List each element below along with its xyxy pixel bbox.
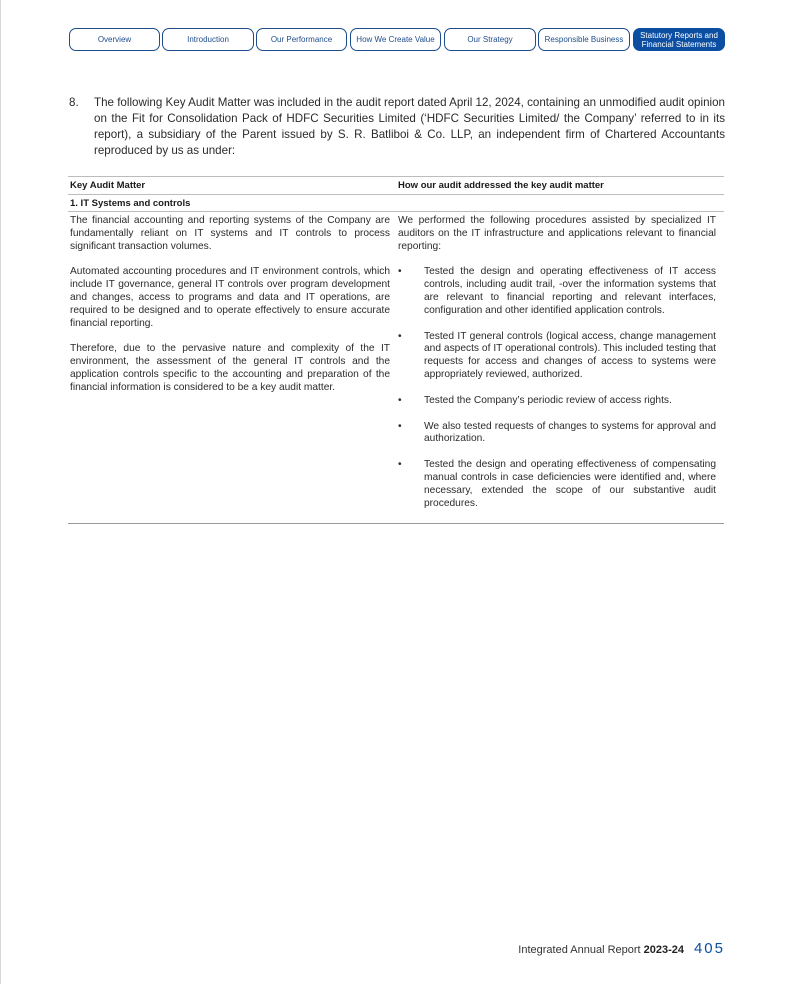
list-item <box>398 395 716 408</box>
page-edge-line <box>0 0 1 984</box>
header-key-audit-matter: Key Audit Matter <box>70 180 146 191</box>
key-audit-matter-table <box>68 176 724 524</box>
tab-our-performance[interactable]: Our Performance <box>256 28 347 51</box>
report-year: 2023-24 <box>643 944 684 956</box>
kam-paragraph: The financial accounting and reporting systems of the Company are fundamentally reliant on IT systems and IT controls to process significant transaction volumes. <box>70 215 390 252</box>
list-item <box>398 331 716 382</box>
tab-our-strategy[interactable]: Our Strategy <box>444 28 536 51</box>
list-item-text: Tested the design and operating effectiveness of IT access controls, including audit trail, -over the information systems that are relevant to financial reporting and relevant interfaces, configuration and other identified application controls. <box>424 266 716 316</box>
bullet-icon: • <box>398 266 402 278</box>
section-nav <box>69 28 725 53</box>
tab-responsible-business[interactable]: Responsible Business <box>538 28 630 51</box>
bullet-icon: • <box>398 459 402 471</box>
list-item <box>398 421 716 447</box>
table-row <box>68 212 724 524</box>
response-intro: We performed the following procedures assisted by specialized IT auditors on the IT infrastructure and applications relevant to financial reporting: <box>398 215 716 252</box>
list-item <box>398 459 716 510</box>
kam-paragraph: Therefore, due to the pervasive nature and complexity of the IT environment, the assessment of the general IT controls and the application controls specific to the accounting and preparation of the financial information is considered to be a key audit matter. <box>70 343 390 393</box>
audit-response-cell <box>398 215 716 523</box>
report-title: Integrated Annual Report <box>518 944 641 956</box>
tab-overview[interactable]: Overview <box>69 28 160 51</box>
bullet-icon: • <box>398 420 402 432</box>
paragraph-number: 8. <box>69 96 79 109</box>
intro-paragraph <box>69 95 725 159</box>
list-item-text: We also tested requests of changes to systems for approval and authorization. <box>424 420 716 445</box>
paragraph-text: The following Key Audit Matter was included in the audit report dated April 12, 2024, containing an unmodified audit opinion on the Fit for Consolidation Pack of HDFC Securities Limited (‘HDFC Securities Limited/ the Company’ referred to in its report), a subsidiary of the Parent issued by S. R. Batliboi & Co. LLP, an independent firm of Chartered Accountants reproduced by us as under: <box>94 96 725 157</box>
list-item-text: Tested the design and operating effectiveness of compensating manual controls in case deficiencies were identified and, where necessary, extended the scope of our substantive audit procedures. <box>424 459 716 509</box>
tab-how-we-create-value[interactable]: How We Create Value <box>350 28 441 51</box>
key-audit-matter-cell <box>70 215 390 523</box>
page-footer <box>518 940 725 957</box>
list-item-text: Tested IT general controls (logical access, change management and aspects of IT operational controls). This included testing that requests for access and changes of access to systems were appropriately reviewed, authorized. <box>424 330 716 380</box>
bullet-icon: • <box>398 330 402 342</box>
tab-statutory-reports[interactable]: Statutory Reports and Financial Statements <box>633 28 725 51</box>
bullet-icon: • <box>398 394 402 406</box>
kam-paragraph: Automated accounting procedures and IT environment controls, which include IT governance, general IT controls over program development and changes, access to programs and data and IT operations, are required to be designed and to operate effectively to ensure accurate financial reporting. <box>70 266 390 329</box>
tab-introduction[interactable]: Introduction <box>162 28 254 51</box>
list-item-text: Tested the Company’s periodic review of access rights. <box>424 394 672 406</box>
procedure-list <box>398 266 716 510</box>
header-audit-response: How our audit addressed the key audit matter <box>398 180 604 191</box>
page-number: 405 <box>693 940 725 957</box>
table-header <box>68 176 724 195</box>
section-title: 1. IT Systems and controls <box>68 195 724 212</box>
list-item <box>398 266 716 317</box>
